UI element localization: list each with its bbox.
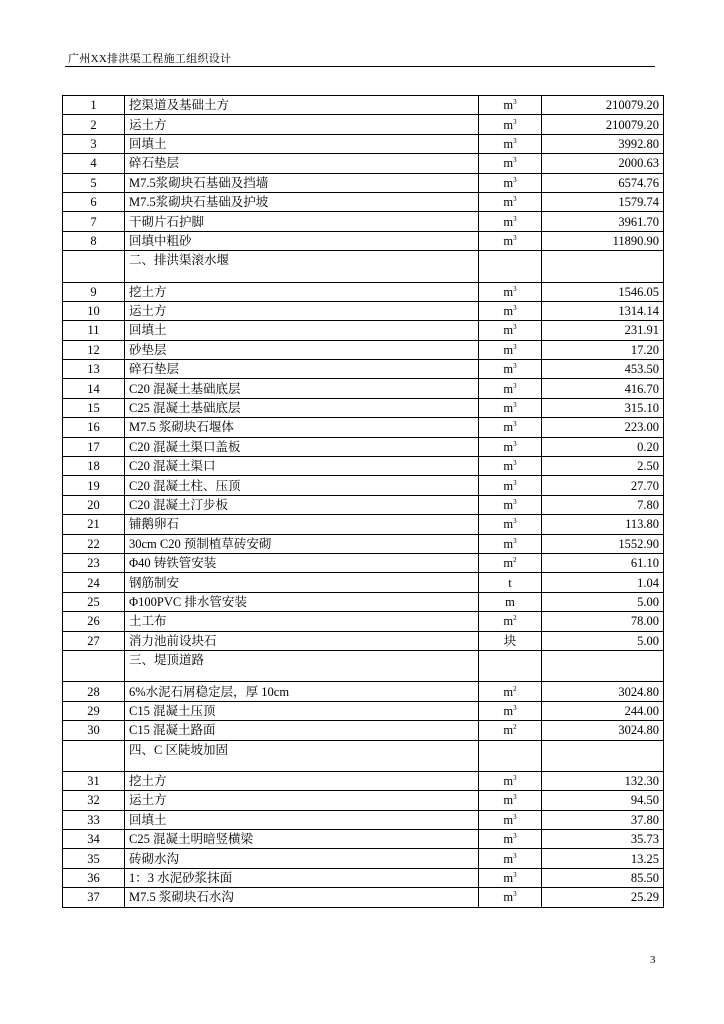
item-unit-exponent: 3 — [513, 851, 517, 860]
section-header-row — [63, 251, 664, 282]
item-unit-exponent: 3 — [513, 400, 517, 409]
item-unit-cell — [479, 701, 542, 720]
item-name: 30cm C20 预制植草砖安砌 — [125, 534, 479, 553]
item-quantity: 7.80 — [542, 495, 664, 514]
item-number: 31 — [63, 771, 125, 790]
item-unit-cell — [479, 437, 542, 456]
item-name: 挖土方 — [125, 771, 479, 790]
item-unit: t — [508, 575, 512, 590]
item-unit-exponent: 2 — [513, 614, 517, 623]
item-unit-exponent: 3 — [513, 303, 517, 312]
item-name: 6%水泥石屑稳定层，厚 10cm — [125, 682, 479, 701]
item-quantity: 1579.74 — [542, 192, 664, 211]
item-quantity: 244.00 — [542, 701, 664, 720]
item-unit-exponent: 2 — [513, 723, 517, 732]
item-name: 碎石垫层 — [125, 360, 479, 379]
item-number: 35 — [63, 849, 125, 868]
item-quantity: 3992.80 — [542, 134, 664, 153]
item-name: 运土方 — [125, 115, 479, 134]
item-number: 20 — [63, 495, 125, 514]
table-row — [63, 321, 664, 340]
item-number: 25 — [63, 592, 125, 611]
item-unit-cell — [479, 631, 542, 650]
item-unit-exponent: 3 — [513, 832, 517, 841]
table-row — [63, 701, 664, 720]
item-unit: m — [503, 556, 514, 571]
item-quantity: 1314.14 — [542, 301, 664, 320]
item-number: 12 — [63, 340, 125, 359]
item-number: 18 — [63, 457, 125, 476]
table-row — [63, 721, 664, 740]
item-unit: m — [503, 175, 514, 190]
item-unit-exponent: 3 — [513, 214, 517, 223]
item-name: M7.5浆砌块石基础及护坡 — [125, 192, 479, 211]
item-unit: m — [503, 812, 514, 827]
item-unit-cell — [479, 154, 542, 173]
item-unit-cell — [479, 231, 542, 250]
item-unit-exponent: 3 — [513, 175, 517, 184]
item-quantity: 13.25 — [542, 849, 664, 868]
item-unit-cell — [479, 134, 542, 153]
item-unit: m — [503, 517, 514, 532]
item-number: 10 — [63, 301, 125, 320]
item-name: C15 混凝土压顶 — [125, 701, 479, 720]
item-name: 钢筋制安 — [125, 573, 479, 592]
item-number: 8 — [63, 231, 125, 250]
item-unit-exponent: 3 — [513, 156, 517, 165]
item-unit-exponent: 3 — [513, 136, 517, 145]
table-row — [63, 515, 664, 534]
item-name: C20 混凝土汀步板 — [125, 495, 479, 514]
item-unit-cell — [479, 282, 542, 301]
item-number: 13 — [63, 360, 125, 379]
item-number: 5 — [63, 173, 125, 192]
item-quantity: 61.10 — [542, 553, 664, 572]
item-unit-exponent: 3 — [513, 342, 517, 351]
item-unit-cell — [479, 301, 542, 320]
table-row — [63, 154, 664, 173]
item-unit-exponent: 3 — [513, 703, 517, 712]
item-unit: m — [503, 342, 514, 357]
item-unit-cell — [479, 612, 542, 631]
header-rule — [65, 66, 655, 67]
item-quantity: 132.30 — [542, 771, 664, 790]
quantity-table-body — [63, 96, 664, 908]
item-unit: m — [503, 851, 514, 866]
item-number: 36 — [63, 868, 125, 887]
document-header-title: 广州XX排洪渠工程施工组织设计 — [68, 53, 232, 65]
table-row — [63, 437, 664, 456]
section-unit-cell — [479, 740, 542, 771]
item-name: 运土方 — [125, 301, 479, 320]
item-number: 22 — [63, 534, 125, 553]
item-unit-cell — [479, 592, 542, 611]
item-name: 消力池前设块石 — [125, 631, 479, 650]
item-unit-cell — [479, 830, 542, 849]
item-unit-exponent: 3 — [513, 536, 517, 545]
table-row — [63, 134, 664, 153]
table-row — [63, 418, 664, 437]
table-row — [63, 457, 664, 476]
item-number: 6 — [63, 192, 125, 211]
item-unit-cell — [479, 321, 542, 340]
item-name: 1：3 水泥砂浆抹面 — [125, 868, 479, 887]
table-row — [63, 534, 664, 553]
item-quantity: 1.04 — [542, 573, 664, 592]
table-row — [63, 612, 664, 631]
item-unit: m — [503, 871, 514, 886]
item-unit-exponent: 2 — [513, 684, 517, 693]
item-quantity: 6574.76 — [542, 173, 664, 192]
item-unit-cell — [479, 115, 542, 134]
item-unit: m — [503, 284, 514, 299]
item-unit-exponent: 3 — [513, 98, 517, 107]
item-name: M7.5 浆砌块石水沟 — [125, 888, 479, 907]
item-unit-exponent: 3 — [513, 497, 517, 506]
item-unit-cell — [479, 888, 542, 907]
item-unit-cell — [479, 771, 542, 790]
item-name: M7.5 浆砌块石堰体 — [125, 418, 479, 437]
item-number: 23 — [63, 553, 125, 572]
item-number: 9 — [63, 282, 125, 301]
table-row — [63, 592, 664, 611]
item-name: 回填土 — [125, 321, 479, 340]
item-quantity: 5.00 — [542, 592, 664, 611]
item-unit-cell — [479, 849, 542, 868]
item-quantity: 35.73 — [542, 830, 664, 849]
table-row — [63, 379, 664, 398]
item-unit-cell — [479, 96, 542, 115]
section-qty-cell — [542, 650, 664, 681]
table-row — [63, 476, 664, 495]
item-name: Φ100PVC 排水管安装 — [125, 592, 479, 611]
item-unit-exponent: 3 — [513, 381, 517, 390]
item-unit: m — [503, 117, 514, 132]
item-number: 4 — [63, 154, 125, 173]
item-name: 回填土 — [125, 134, 479, 153]
item-unit-exponent: 3 — [513, 439, 517, 448]
table-row — [63, 771, 664, 790]
item-unit: m — [503, 233, 514, 248]
item-name: 土工布 — [125, 612, 479, 631]
item-name: 运土方 — [125, 791, 479, 810]
table-row — [63, 115, 664, 134]
item-name: 砂垫层 — [125, 340, 479, 359]
item-quantity: 3024.80 — [542, 682, 664, 701]
item-unit-cell — [479, 398, 542, 417]
section-unit-cell — [479, 251, 542, 282]
item-unit: m — [503, 614, 514, 629]
table-row — [63, 96, 664, 115]
item-number: 7 — [63, 212, 125, 231]
item-unit-cell — [479, 810, 542, 829]
item-quantity: 223.00 — [542, 418, 664, 437]
table-row — [63, 360, 664, 379]
section-header-row — [63, 650, 664, 681]
item-number: 24 — [63, 573, 125, 592]
table-row — [63, 631, 664, 650]
item-unit-exponent: 3 — [513, 117, 517, 126]
table-row — [63, 791, 664, 810]
item-unit-exponent: 3 — [513, 812, 517, 821]
item-unit-cell — [479, 573, 542, 592]
table-row — [63, 340, 664, 359]
item-unit-exponent: 3 — [513, 517, 517, 526]
item-unit: m — [503, 793, 514, 808]
section-no-cell — [63, 650, 125, 681]
table-row — [63, 573, 664, 592]
item-number: 33 — [63, 810, 125, 829]
item-quantity: 453.50 — [542, 360, 664, 379]
table-row — [63, 830, 664, 849]
item-number: 30 — [63, 721, 125, 740]
section-unit-cell — [479, 650, 542, 681]
item-unit-exponent: 2 — [513, 556, 517, 565]
item-unit-cell — [479, 173, 542, 192]
item-unit-cell — [479, 791, 542, 810]
item-quantity: 416.70 — [542, 379, 664, 398]
item-name: 铺鹅卵石 — [125, 515, 479, 534]
section-no-cell — [63, 251, 125, 282]
item-unit-exponent: 3 — [513, 478, 517, 487]
item-unit-exponent: 3 — [513, 459, 517, 468]
item-unit: m — [503, 304, 514, 319]
item-unit-cell — [479, 495, 542, 514]
item-quantity: 231.91 — [542, 321, 664, 340]
item-unit: m — [503, 478, 514, 493]
item-number: 11 — [63, 321, 125, 340]
item-quantity: 210079.20 — [542, 96, 664, 115]
table-row — [63, 888, 664, 907]
section-qty-cell — [542, 251, 664, 282]
item-unit: m — [503, 323, 514, 338]
item-number: 19 — [63, 476, 125, 495]
item-unit-exponent: 3 — [513, 870, 517, 879]
item-name: 挖土方 — [125, 282, 479, 301]
item-quantity: 27.70 — [542, 476, 664, 495]
item-name: C20 混凝土柱、压顶 — [125, 476, 479, 495]
table-row — [63, 173, 664, 192]
item-unit: m — [503, 723, 514, 738]
item-unit: m — [503, 774, 514, 789]
item-unit-exponent: 3 — [513, 420, 517, 429]
section-title: 三、堤顶道路 — [125, 650, 479, 681]
item-unit: m — [503, 195, 514, 210]
item-quantity: 0.20 — [542, 437, 664, 456]
item-unit-cell — [479, 515, 542, 534]
section-header-row — [63, 740, 664, 771]
item-quantity: 37.80 — [542, 810, 664, 829]
table-row — [63, 301, 664, 320]
section-no-cell — [63, 740, 125, 771]
item-quantity: 11890.90 — [542, 231, 664, 250]
item-number: 17 — [63, 437, 125, 456]
quantity-table — [62, 95, 664, 908]
item-unit: m — [503, 362, 514, 377]
item-quantity: 85.50 — [542, 868, 664, 887]
item-unit: m — [503, 439, 514, 454]
item-number: 14 — [63, 379, 125, 398]
item-number: 34 — [63, 830, 125, 849]
item-unit: m — [503, 156, 514, 171]
item-unit: m — [503, 703, 514, 718]
item-quantity: 315.10 — [542, 398, 664, 417]
item-quantity: 94.50 — [542, 791, 664, 810]
item-name: M7.5浆砌块石基础及挡墙 — [125, 173, 479, 192]
item-quantity: 78.00 — [542, 612, 664, 631]
item-unit-exponent: 3 — [513, 890, 517, 899]
item-number: 28 — [63, 682, 125, 701]
item-unit-exponent: 3 — [513, 773, 517, 782]
item-quantity: 1546.05 — [542, 282, 664, 301]
table-row — [63, 231, 664, 250]
item-quantity: 3024.80 — [542, 721, 664, 740]
table-row — [63, 495, 664, 514]
item-unit: m — [503, 536, 514, 551]
item-quantity: 25.29 — [542, 888, 664, 907]
item-number: 27 — [63, 631, 125, 650]
table-row — [63, 849, 664, 868]
item-name: 回填中粗砂 — [125, 231, 479, 250]
item-unit: m — [503, 420, 514, 435]
item-name: C25 混凝土明暗竖横梁 — [125, 830, 479, 849]
item-unit: m — [505, 594, 515, 609]
table-row — [63, 810, 664, 829]
item-name: 碎石垫层 — [125, 154, 479, 173]
item-unit-cell — [479, 476, 542, 495]
item-unit: m — [503, 498, 514, 512]
item-number: 21 — [63, 515, 125, 534]
item-name: Φ40 铸铁管安装 — [125, 553, 479, 572]
item-name: 干砌片石护脚 — [125, 212, 479, 231]
table-row — [63, 868, 664, 887]
item-unit: m — [503, 832, 514, 847]
item-number: 2 — [63, 115, 125, 134]
item-quantity: 5.00 — [542, 631, 664, 650]
item-name: C25 混凝土基础底层 — [125, 398, 479, 417]
item-unit-cell — [479, 192, 542, 211]
item-unit-cell — [479, 457, 542, 476]
table-row — [63, 553, 664, 572]
item-unit: m — [503, 381, 514, 396]
item-unit-exponent: 3 — [513, 233, 517, 242]
item-quantity: 3961.70 — [542, 212, 664, 231]
section-title: 二、排洪渠滚水堰 — [125, 251, 479, 282]
item-unit-cell — [479, 360, 542, 379]
item-unit-cell — [479, 721, 542, 740]
item-quantity: 2000.63 — [542, 154, 664, 173]
item-unit-cell — [479, 212, 542, 231]
item-quantity: 2.50 — [542, 457, 664, 476]
item-number: 37 — [63, 888, 125, 907]
item-unit: m — [503, 684, 514, 699]
item-number: 1 — [63, 96, 125, 115]
item-name: C20 混凝土渠口盖板 — [125, 437, 479, 456]
item-quantity: 210079.20 — [542, 115, 664, 134]
item-quantity: 17.20 — [542, 340, 664, 359]
item-number: 16 — [63, 418, 125, 437]
item-name: 挖渠道及基础土方 — [125, 96, 479, 115]
item-unit-cell — [479, 340, 542, 359]
table-row — [63, 682, 664, 701]
item-unit: m — [503, 890, 514, 905]
table-row — [63, 192, 664, 211]
item-unit: m — [503, 401, 514, 416]
item-number: 3 — [63, 134, 125, 153]
item-number: 15 — [63, 398, 125, 417]
table-row — [63, 212, 664, 231]
item-unit: m — [503, 136, 514, 151]
item-unit-exponent: 3 — [513, 793, 517, 802]
item-name: 砖砌水沟 — [125, 849, 479, 868]
item-name: 回填土 — [125, 810, 479, 829]
item-name: C20 混凝土渠口 — [125, 457, 479, 476]
table-row — [63, 282, 664, 301]
item-number: 29 — [63, 701, 125, 720]
item-unit-exponent: 3 — [513, 194, 517, 203]
item-number: 26 — [63, 612, 125, 631]
section-qty-cell — [542, 740, 664, 771]
item-unit: m — [503, 214, 514, 229]
item-unit-cell — [479, 868, 542, 887]
table-row — [63, 398, 664, 417]
item-unit-cell — [479, 682, 542, 701]
item-unit-cell — [479, 553, 542, 572]
item-unit-cell — [479, 379, 542, 398]
item-name: C15 混凝土路面 — [125, 721, 479, 740]
item-quantity: 113.80 — [542, 515, 664, 534]
item-unit: m — [503, 98, 514, 113]
item-unit-exponent: 3 — [513, 323, 517, 332]
item-unit-exponent: 3 — [513, 284, 517, 293]
item-unit-cell — [479, 418, 542, 437]
page-number: 3 — [650, 954, 656, 966]
item-unit: m — [503, 459, 514, 474]
item-quantity: 1552.90 — [542, 534, 664, 553]
item-number: 32 — [63, 791, 125, 810]
section-title: 四、C 区陡坡加固 — [125, 740, 479, 771]
item-unit-cell — [479, 534, 542, 553]
item-unit: 块 — [503, 633, 517, 648]
item-unit-exponent: 3 — [513, 362, 517, 371]
item-name: C20 混凝土基础底层 — [125, 379, 479, 398]
